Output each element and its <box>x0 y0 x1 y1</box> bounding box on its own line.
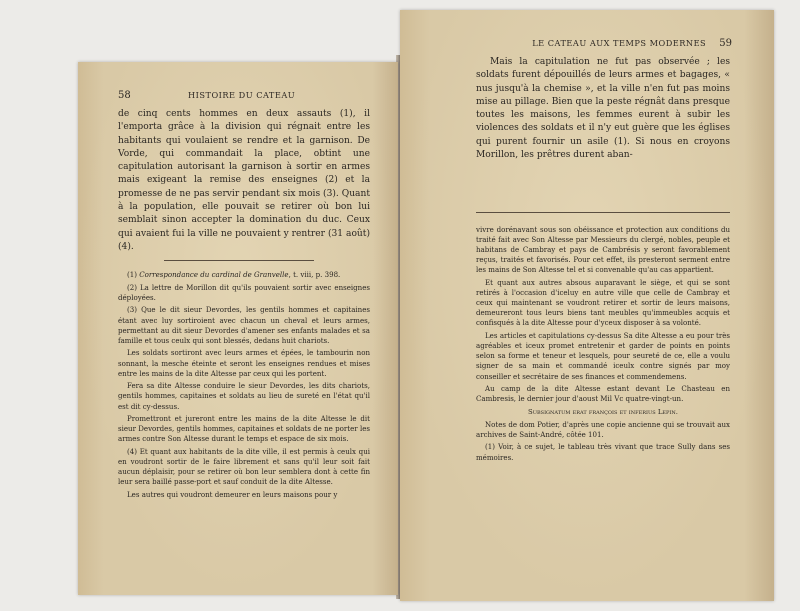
right-body-text <box>476 56 730 162</box>
footnote-italic-title: Correspondance du cardinal de Granvelle <box>139 270 289 279</box>
footnote-marker: (1) <box>127 270 137 279</box>
right-page <box>400 10 774 601</box>
note-continuation: vivre dorénavant sous son obéissance et protection aux conditions du traité fait avec Son Altesse par Messieurs du clergé, nobles, peuple et habitans de Cambray et pays de Cambrésis y seront favorablement reçus, traités et favorisés. Pour cet effet, ils presteront serment entre les mains de Son Altesse tel et si convenable qu'au cas appartient. <box>476 225 730 275</box>
quote-paragraph: Les soldats sortiront avec leurs armes et épées, le tambourin non sonnant, la mesche éteinte et seront les enseignes rendues et mises entre les mains de la dite Altesse par ceux qui les portent. <box>118 348 370 378</box>
right-footnote-rule <box>476 212 730 213</box>
right-page-number: 59 <box>719 38 732 49</box>
left-page <box>78 62 398 595</box>
footnote-text: Que le dit sieur Devordes, les gentils hommes et capitaines étant avec luy sortiroient avec chacun un cheval et leurs armes, permettant au dit sieur Devordes d'amener ses enfants malades et sa famille et tous ceulx qui sont blessés, dedans huit chariots. <box>118 305 370 345</box>
footnote-4-continued: Les autres qui voudront demeurer en leurs maisons pour y <box>127 490 338 500</box>
footnote-3 <box>118 305 370 345</box>
right-running-title: LE CATEAU AUX TEMPS MODERNES <box>532 38 707 48</box>
left-body-paragraph: de cinq cents hommes en deux assauts (1), il l'emporta grâce à la division qui régnait entre les habitants qui voulaient se rendre et la garnison. De Vorde, qui commandait la place, obtint une capitulation autorisant la garnison à sortir en armes mais exigeant la remise des enseignes (2) et la promesse de ne pas servir pendant six mois (3). Quant à la population, elle pouvait se retirer où bon lui semblait sinon accepter la domination du duc. Ceux qui avaient fui la ville ne pouvaient y rentrer (31 août) (4). <box>118 109 370 252</box>
left-body-text <box>118 108 370 254</box>
left-footnote-rule <box>164 260 314 261</box>
left-page-number: 58 <box>118 90 131 101</box>
left-running-title: HISTOIRE DU CATEAU <box>188 90 296 100</box>
left-footnotes <box>118 270 370 503</box>
footnote-marker: (3) <box>127 305 137 315</box>
right-body-paragraph: Mais la capitulation ne fut pas observée ; les soldats furent dépouillés de leurs armes et bagages, « nus jusqu'à la chemise », et la ville n'en fut pas moins mise au pillage. Bien que la peste régnât dans presque toutes les maisons, les femmes eurent à subir les violences des soldats et il n'y eut guère que les églises qui purent fournir un asile (1). Si nous en croyons Morillon, les prêtres durent aban- <box>476 57 730 161</box>
quote-paragraph: Fera sa dite Altesse conduire le sieur Devordes, les dits chariots, gentils hommes, capitaines et soldats au lieu de sureté en l'état qu'il est dit cy-dessus. <box>118 381 370 411</box>
right-running-head <box>474 38 732 49</box>
footnote-text: La lettre de Morillon dit qu'ils pouvaient sortir avec enseignes déployées. <box>118 282 370 302</box>
footnote-4: (4) Et quant aux habitants de la dite ville, il est permis à ceulx qui en voudront sortir de le faire librement et sans qu'il leur soit fait aucun déplaisir, pour se retirer où bon leur semblera dont à cette fin leur sera baillé passe-port et sauf conduit de la dite Altesse. <box>118 447 370 487</box>
left-running-head <box>118 90 374 101</box>
note-paragraph: Les articles et capitulations cy-dessus Sa dite Altesse a eu pour très agréables et iceux promet entretenir et garder de points en points selon sa forme et teneur et lesquels, pour seureté de ce, elle a voulu signer de sa main et commandé iceulx contre signés par moy conseiller et secrétaire de ses finances et commendemens. <box>476 331 730 381</box>
footnote-1 <box>118 270 370 280</box>
right-footnotes <box>476 225 730 465</box>
note-paragraph: Au camp de la dite Altesse estant devant Le Chasteau en Cambresis, le dernier jour d'aoust Mil Vc quatre-vingt-un. <box>476 384 730 404</box>
note-paragraph: Et quant aux autres absous auparavant le siège, et qui se sont retirés à l'occasion d'iceluy en autre ville que celle de Cambray et ceux qui maintenant se voudront retirer et sortir de leurs maisons, demeureront tous leurs biens tant meubles qu'immeubles acquis et confisqués à la dite Altesse pour d'yceux disposer à sa volonté. <box>476 278 730 328</box>
signature-line: Subsignatum erat françois et inferius Lepin. <box>528 407 678 416</box>
quote-paragraph: Promettront et jureront entre les mains de la dite Altesse le dit sieur Devordes, gentils hommes, capitaines et soldats de ne porter les armes contre Son Altesse durant le temps et espace de six mois. <box>118 414 370 444</box>
footnote-marker: (2) <box>127 282 137 292</box>
footnote-1: (1) Voir, à ce sujet, le tableau très vivant que trace Sully dans ses mémoires. <box>476 442 730 462</box>
footnote-2 <box>118 283 370 303</box>
source-note: Notes de dom Potier, d'après une copie ancienne qui se trouvait aux archives de Saint-André, côtée 101. <box>476 419 730 439</box>
footnote-text: , t. viii, p. 398. <box>288 270 341 279</box>
